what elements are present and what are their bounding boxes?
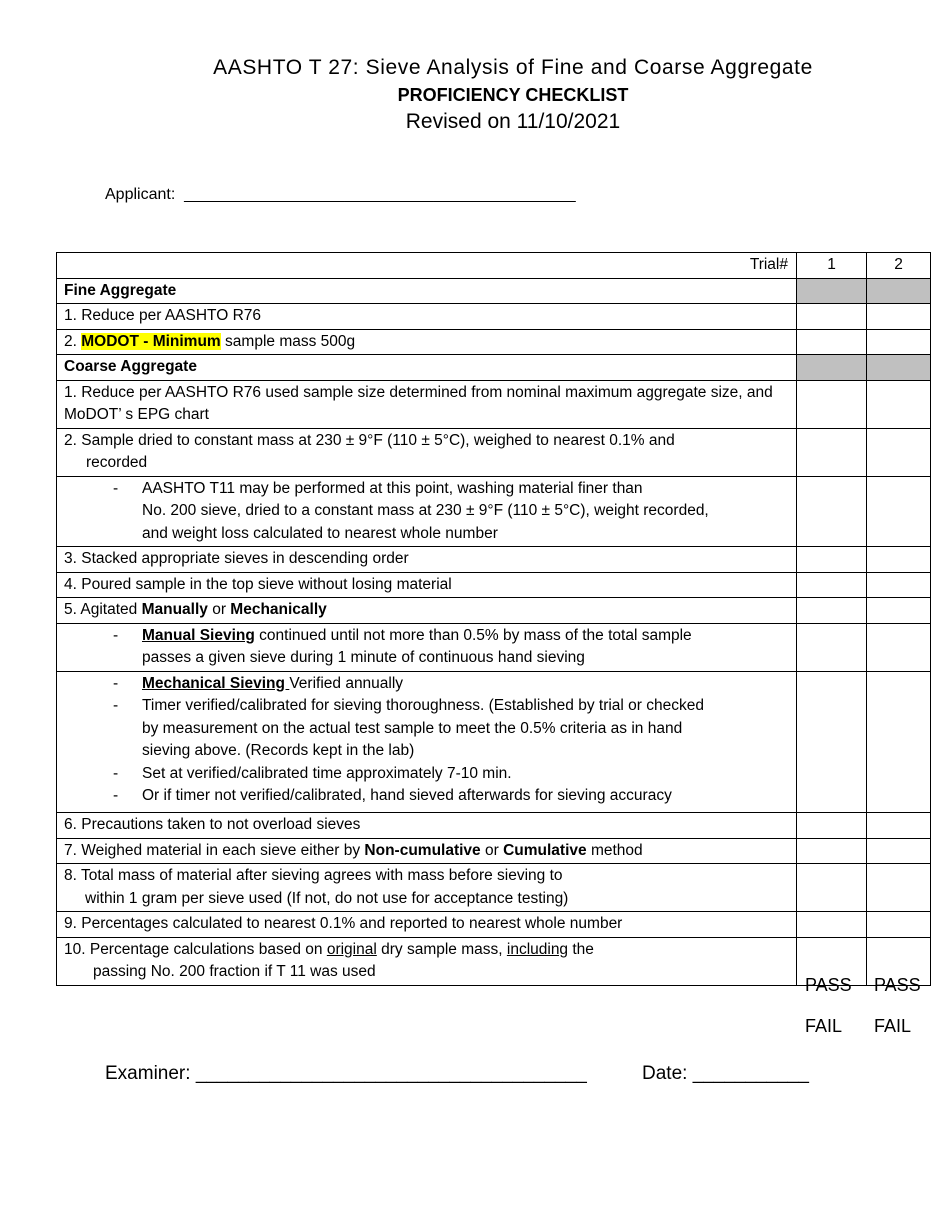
trial-1-cell xyxy=(797,278,867,304)
trial-2-cell[interactable] xyxy=(867,476,931,547)
bullet-dash: - xyxy=(113,479,119,497)
trial-1-cell[interactable] xyxy=(797,912,867,938)
trial-1-cell[interactable] xyxy=(797,812,867,838)
including-term: including xyxy=(506,940,569,958)
t11-note xyxy=(57,476,797,547)
applicant-line[interactable]: ____________________________________________ xyxy=(184,186,576,203)
trial-1-cell[interactable] xyxy=(797,304,867,330)
fine-item-2-text: sample mass 500g xyxy=(220,332,356,350)
table-row xyxy=(57,428,931,476)
manually-term: Manually xyxy=(141,601,208,618)
trial-2-cell[interactable] xyxy=(867,864,931,912)
examiner-line[interactable]: _____________________________________ xyxy=(195,1063,587,1084)
table-row xyxy=(57,329,931,355)
applicant-field xyxy=(105,186,576,204)
table-row xyxy=(57,476,931,547)
revision-date: Revised on 11/10/2021 xyxy=(405,110,621,133)
trial-2-cell[interactable] xyxy=(867,428,931,476)
coarse-item-10: 10. Percentage calculations based on original dry sample mass, including the passing No. 200 fraction if T 11 was used xyxy=(57,937,797,985)
table-row xyxy=(57,623,931,671)
trial-1-cell[interactable] xyxy=(797,864,867,912)
mechanical-sieving-note: - Mechanical Sieving Verified annually - Timer verified/calibrated for sieving thoroughness. (Established by trial or checked by measurement on the actual test sample to meet the 0.5% criteria as in hand sieving above. (Records kept in the lab) - Set at verified/calibrated time approximately 7-10 min. - Or if timer not verified/calibrated, hand sieved afterwards for sieving accuracy xyxy=(57,671,797,812)
fine-item-2-number: 2. xyxy=(64,332,82,350)
document-title: AASHTO T 27: Sieve Analysis of Fine and Coarse Aggregate xyxy=(213,56,813,79)
examiner-field xyxy=(105,1063,587,1085)
fail-trial-2[interactable]: FAIL xyxy=(874,1016,912,1036)
date-field xyxy=(642,1063,809,1085)
fine-item-2 xyxy=(57,329,797,355)
coarse-aggregate-heading: Coarse Aggregate xyxy=(57,355,797,381)
table-row xyxy=(57,912,931,938)
pass-trial-1[interactable]: PASS xyxy=(805,975,852,995)
fine-item-1: 1. Reduce per AASHTO R76 xyxy=(57,304,797,330)
mechanical-sieving-label: Mechanical Sieving xyxy=(142,674,290,692)
trial-2-cell xyxy=(867,355,931,381)
manual-sieving-label: Manual Sieving xyxy=(142,626,255,644)
non-cumulative-term: Non-cumulative xyxy=(364,841,481,859)
examiner-label: Examiner: xyxy=(105,1063,191,1084)
bullet-dash: - xyxy=(113,626,119,644)
trial-2-cell[interactable] xyxy=(867,304,931,330)
coarse-item-7: 7. Weighed material in each sieve either by Non-cumulative or Cumulative method xyxy=(57,838,797,864)
fine-aggregate-heading-row xyxy=(57,278,931,304)
trial-2-cell[interactable] xyxy=(867,329,931,355)
trial-1-cell[interactable] xyxy=(797,623,867,671)
trial-2-cell[interactable] xyxy=(867,671,931,812)
trial-2-cell[interactable] xyxy=(867,380,931,428)
coarse-item-2-line-1: 2. Sample dried to constant mass at 230 ± 9°F (110 ± 5°C), weighed to nearest 0.1% and xyxy=(64,431,675,449)
table-row xyxy=(57,812,931,838)
table-row xyxy=(57,572,931,598)
trial-1-cell[interactable] xyxy=(797,329,867,355)
original-term: original xyxy=(326,940,377,958)
bullet-dash: - xyxy=(113,674,119,692)
trial-2-cell[interactable] xyxy=(867,572,931,598)
trial-2-cell[interactable] xyxy=(867,623,931,671)
trial-header-row xyxy=(57,253,931,279)
coarse-item-2-line-2: recorded xyxy=(86,454,148,471)
trial-2-cell[interactable] xyxy=(867,547,931,573)
modot-minimum-highlight: MODOT - Minimum xyxy=(81,332,221,350)
table-row xyxy=(57,380,931,428)
table-row xyxy=(57,864,931,912)
coarse-aggregate-heading-row xyxy=(57,355,931,381)
checklist-subtitle: PROFICIENCY CHECKLIST xyxy=(397,85,629,105)
trial-1-cell[interactable] xyxy=(797,671,867,812)
applicant-label: Applicant: xyxy=(105,186,176,203)
bullet-dash: - xyxy=(113,697,119,714)
trial-1-cell[interactable] xyxy=(797,572,867,598)
coarse-item-9: 9. Percentages calculated to nearest 0.1% and reported to nearest whole number xyxy=(57,912,797,938)
trial-label: Trial# xyxy=(57,253,797,279)
bullet-dash: - xyxy=(113,764,119,782)
trial-1-cell[interactable] xyxy=(797,428,867,476)
mechanically-term: Mechanically xyxy=(230,601,327,618)
pass-trial-2[interactable]: PASS xyxy=(874,975,921,995)
trial-1-header: 1 xyxy=(797,253,867,279)
fail-trial-1[interactable]: FAIL xyxy=(805,1016,843,1036)
date-label: Date: xyxy=(642,1063,688,1084)
table-row xyxy=(57,671,931,812)
trial-2-cell[interactable] xyxy=(867,598,931,624)
trial-1-cell[interactable] xyxy=(797,380,867,428)
t11-note-text: AASHTO T11 may be performed at this point, washing material finer than No. 200 sieve, dried to a constant mass at 230 ± 9°F (110 ± 5°C), weight recorded, and weight loss calculated to nearest whole number xyxy=(142,479,709,542)
manual-sieving-note: - Manual Sieving continued until not more than 0.5% by mass of the total sample passes a given sieve during 1 minute of continuous hand sieving xyxy=(57,623,797,671)
checklist-table xyxy=(56,252,931,986)
table-row xyxy=(57,937,931,985)
trial-1-cell[interactable] xyxy=(797,598,867,624)
trial-2-cell[interactable] xyxy=(867,812,931,838)
table-row xyxy=(57,598,931,624)
trial-2-header: 2 xyxy=(867,253,931,279)
date-line[interactable]: ___________ xyxy=(692,1063,809,1084)
coarse-item-2 xyxy=(57,428,797,476)
table-row xyxy=(57,547,931,573)
coarse-item-5: 5. Agitated Manually or Mechanically xyxy=(57,598,797,624)
trial-1-cell[interactable] xyxy=(797,838,867,864)
trial-1-cell[interactable] xyxy=(797,476,867,547)
fine-aggregate-heading: Fine Aggregate xyxy=(57,278,797,304)
coarse-item-6: 6. Precautions taken to not overload sieves xyxy=(57,812,797,838)
bullet-dash: - xyxy=(113,787,119,804)
coarse-item-8: 8. Total mass of material after sieving agrees with mass before sieving to within 1 gram per sieve used (If not, do not use for acceptance testing) xyxy=(57,864,797,912)
trial-2-cell[interactable] xyxy=(867,838,931,864)
coarse-item-4: 4. Poured sample in the top sieve without losing material xyxy=(57,572,797,598)
coarse-item-1: 1. Reduce per AASHTO R76 used sample size determined from nominal maximum aggregate size, and MoDOT’ s EPG chart xyxy=(57,380,797,428)
trial-2-cell xyxy=(867,278,931,304)
trial-1-cell[interactable] xyxy=(797,547,867,573)
trial-1-cell xyxy=(797,355,867,381)
cumulative-term: Cumulative xyxy=(503,841,587,859)
coarse-item-3: 3. Stacked appropriate sieves in descending order xyxy=(57,547,797,573)
table-row xyxy=(57,838,931,864)
table-row xyxy=(57,304,931,330)
trial-2-cell[interactable] xyxy=(867,912,931,938)
